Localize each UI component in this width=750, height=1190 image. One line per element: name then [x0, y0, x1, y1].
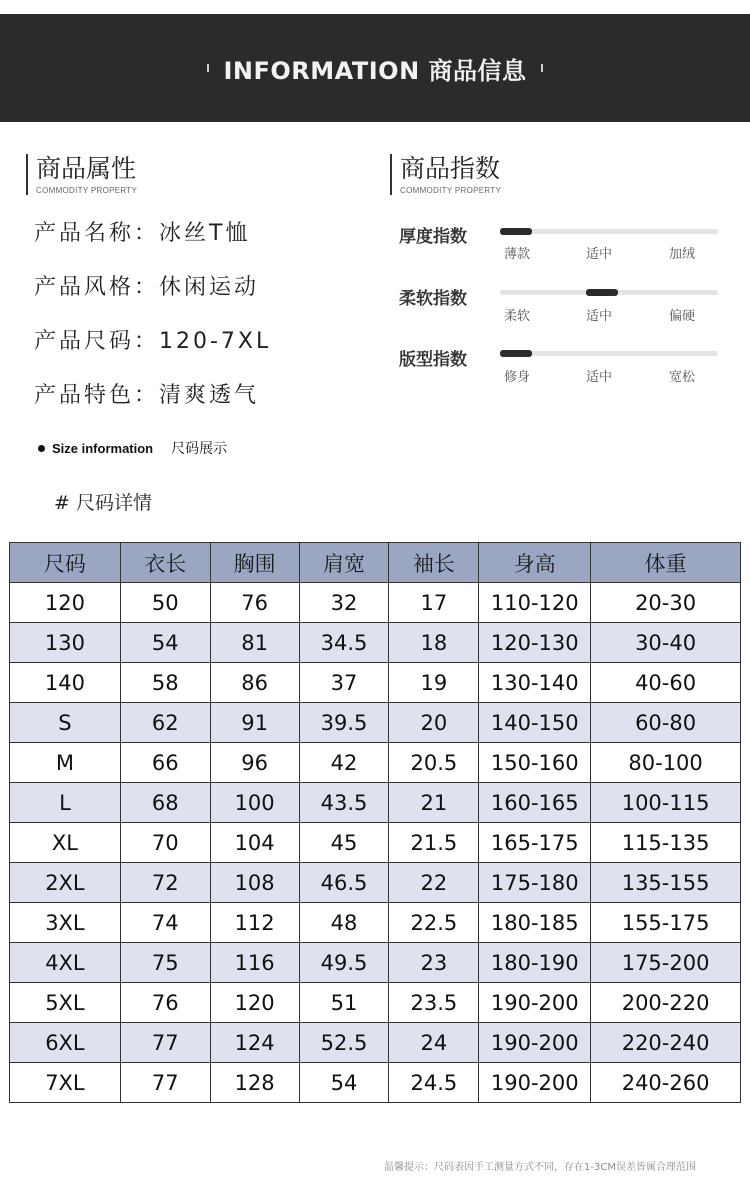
table-cell: 75 [120, 943, 210, 983]
table-row [10, 943, 741, 983]
table-cell: 190-200 [479, 1063, 591, 1103]
table-cell: 124 [210, 1023, 299, 1063]
table-row [10, 1023, 741, 1063]
table-cell: 4XL [10, 943, 121, 983]
table-cell: 77 [120, 1063, 210, 1103]
table-cell: 3XL [10, 903, 121, 943]
table-cell: 20.5 [389, 743, 479, 783]
table-cell: 66 [120, 743, 210, 783]
table-cell: 21 [389, 783, 479, 823]
table-cell: 72 [120, 863, 210, 903]
table-cell: 120 [210, 983, 299, 1023]
table-cell: 19 [389, 663, 479, 703]
table-cell: 6XL [10, 1023, 121, 1063]
table-cell: 37 [299, 663, 389, 703]
banner-tick-right [541, 64, 543, 72]
table-cell: 54 [299, 1063, 389, 1103]
table-cell: 135-155 [591, 863, 741, 903]
table-cell: 130 [10, 623, 121, 663]
table-cell: 86 [210, 663, 299, 703]
table-header-cell: 尺码 [10, 543, 121, 583]
table-cell: 81 [210, 623, 299, 663]
index-scale-fit [500, 351, 718, 356]
size-information-label [38, 438, 227, 458]
index-section-header [390, 154, 501, 195]
index-label-fit: 版型指数 [399, 350, 467, 370]
table-cell: 74 [120, 903, 210, 943]
table-cell: 240-260 [591, 1063, 741, 1103]
table-header-cell: 身高 [479, 543, 591, 583]
table-row [10, 663, 741, 703]
index-option: 修身 [504, 370, 531, 385]
bullet-icon [38, 445, 45, 452]
table-cell: 51 [299, 983, 389, 1023]
size-table-header-row [10, 543, 741, 583]
table-cell: 60-80 [591, 703, 741, 743]
table-cell: 140 [10, 663, 121, 703]
table-cell: 62 [120, 703, 210, 743]
table-cell: 45 [299, 823, 389, 863]
table-row [10, 583, 741, 623]
table-cell: 30-40 [591, 623, 741, 663]
index-label-thickness: 厚度指数 [399, 227, 467, 247]
table-cell: 100 [210, 783, 299, 823]
table-cell: 155-175 [591, 903, 741, 943]
table-row [10, 743, 741, 783]
index-scale-thickness [500, 229, 718, 234]
attribute-row-size: 产品尺码：120-7XL [34, 329, 272, 354]
index-option: 加绒 [669, 247, 696, 262]
table-cell: 180-190 [479, 943, 591, 983]
table-header-cell: 胸围 [210, 543, 299, 583]
table-cell: 5XL [10, 983, 121, 1023]
index-option: 宽松 [669, 370, 696, 385]
index-option: 柔软 [504, 309, 531, 324]
table-row [10, 623, 741, 663]
size-information-cn: 尺码展示 [171, 441, 228, 457]
table-cell: 76 [120, 983, 210, 1023]
table-cell: 190-200 [479, 983, 591, 1023]
index-option: 薄款 [504, 247, 531, 262]
table-row [10, 823, 741, 863]
table-header-cell: 衣长 [120, 543, 210, 583]
header-banner [0, 14, 750, 122]
table-cell: 160-165 [479, 783, 591, 823]
section-divider-bar [26, 154, 28, 195]
table-cell: 120-130 [479, 623, 591, 663]
table-cell: 175-180 [479, 863, 591, 903]
table-cell: 22.5 [389, 903, 479, 943]
table-cell: 23 [389, 943, 479, 983]
table-cell: 68 [120, 783, 210, 823]
table-cell: 190-200 [479, 1023, 591, 1063]
table-cell: 91 [210, 703, 299, 743]
banner-title: INFORMATION 商品信息 [223, 56, 527, 85]
size-table [9, 542, 741, 1103]
table-row [10, 863, 741, 903]
table-cell: 49.5 [299, 943, 389, 983]
table-cell: 108 [210, 863, 299, 903]
attributes-heading: 商品属性 [36, 154, 137, 183]
index-marker-thickness [500, 228, 532, 235]
table-cell: 20 [389, 703, 479, 743]
table-cell: M [10, 743, 121, 783]
table-cell: 115-135 [591, 823, 741, 863]
table-cell: 104 [210, 823, 299, 863]
table-cell: 96 [210, 743, 299, 783]
index-option: 适中 [586, 370, 613, 385]
table-cell: 24 [389, 1023, 479, 1063]
table-cell: 120 [10, 583, 121, 623]
table-cell: 70 [120, 823, 210, 863]
index-label-softness: 柔软指数 [399, 289, 467, 309]
table-cell: 100-115 [591, 783, 741, 823]
table-cell: 80-100 [591, 743, 741, 783]
size-table-body [10, 583, 741, 1103]
table-cell: 20-30 [591, 583, 741, 623]
index-heading: 商品指数 [400, 154, 501, 183]
table-cell: 22 [389, 863, 479, 903]
table-cell: 175-200 [591, 943, 741, 983]
table-cell: 116 [210, 943, 299, 983]
table-cell: 76 [210, 583, 299, 623]
table-cell: XL [10, 823, 121, 863]
table-header-cell: 袖长 [389, 543, 479, 583]
attributes-subheading: COMMODITY PROPERTY [36, 186, 138, 195]
table-cell: 54 [120, 623, 210, 663]
banner-tick-left [207, 64, 209, 72]
table-cell: 165-175 [479, 823, 591, 863]
size-information-en: Size information [52, 440, 154, 456]
table-header-cell: 体重 [591, 543, 741, 583]
table-cell: 23.5 [389, 983, 479, 1023]
table-cell: 7XL [10, 1063, 121, 1103]
attribute-row-style: 产品风格：休闲运动 [34, 275, 260, 300]
table-cell: 40-60 [591, 663, 741, 703]
table-cell: 58 [120, 663, 210, 703]
table-cell: 2XL [10, 863, 121, 903]
table-cell: 200-220 [591, 983, 741, 1023]
index-option: 偏硬 [669, 309, 696, 324]
table-cell: 48 [299, 903, 389, 943]
table-cell: 112 [210, 903, 299, 943]
table-cell: 32 [299, 583, 389, 623]
attribute-row-name: 产品名称：冰丝T恤 [34, 221, 251, 246]
table-cell: 130-140 [479, 663, 591, 703]
table-cell: 46.5 [299, 863, 389, 903]
table-cell: 17 [389, 583, 479, 623]
index-subheading: COMMODITY PROPERTY [400, 186, 502, 195]
index-marker-softness [586, 289, 618, 296]
table-cell: 50 [120, 583, 210, 623]
attributes-section-header [26, 154, 137, 195]
table-cell: 150-160 [479, 743, 591, 783]
table-cell: 110-120 [479, 583, 591, 623]
section-divider-bar [390, 154, 392, 195]
table-cell: S [10, 703, 121, 743]
table-cell: 34.5 [299, 623, 389, 663]
table-row [10, 703, 741, 743]
table-row [10, 783, 741, 823]
table-cell: 21.5 [389, 823, 479, 863]
index-marker-fit [500, 350, 532, 357]
table-cell: 77 [120, 1023, 210, 1063]
index-option: 适中 [586, 247, 613, 262]
table-header-cell: 肩宽 [299, 543, 389, 583]
index-option: 适中 [586, 309, 613, 324]
table-row [10, 983, 741, 1023]
table-cell: 42 [299, 743, 389, 783]
table-cell: 128 [210, 1063, 299, 1103]
table-cell: 18 [389, 623, 479, 663]
table-row [10, 903, 741, 943]
table-cell: 220-240 [591, 1023, 741, 1063]
table-cell: 140-150 [479, 703, 591, 743]
table-cell: 24.5 [389, 1063, 479, 1103]
table-cell: L [10, 783, 121, 823]
size-detail-title: # 尺码详情 [54, 492, 152, 514]
table-cell: 180-185 [479, 903, 591, 943]
table-cell: 43.5 [299, 783, 389, 823]
footnote: 温馨提示：尺码表因手工测量方式不同，存在1-3CM误差皆属合理范围 [384, 1162, 696, 1173]
index-scale-softness [500, 290, 718, 295]
table-row [10, 1063, 741, 1103]
attribute-row-feature: 产品特色：清爽透气 [34, 383, 260, 408]
table-cell: 52.5 [299, 1023, 389, 1063]
table-cell: 39.5 [299, 703, 389, 743]
